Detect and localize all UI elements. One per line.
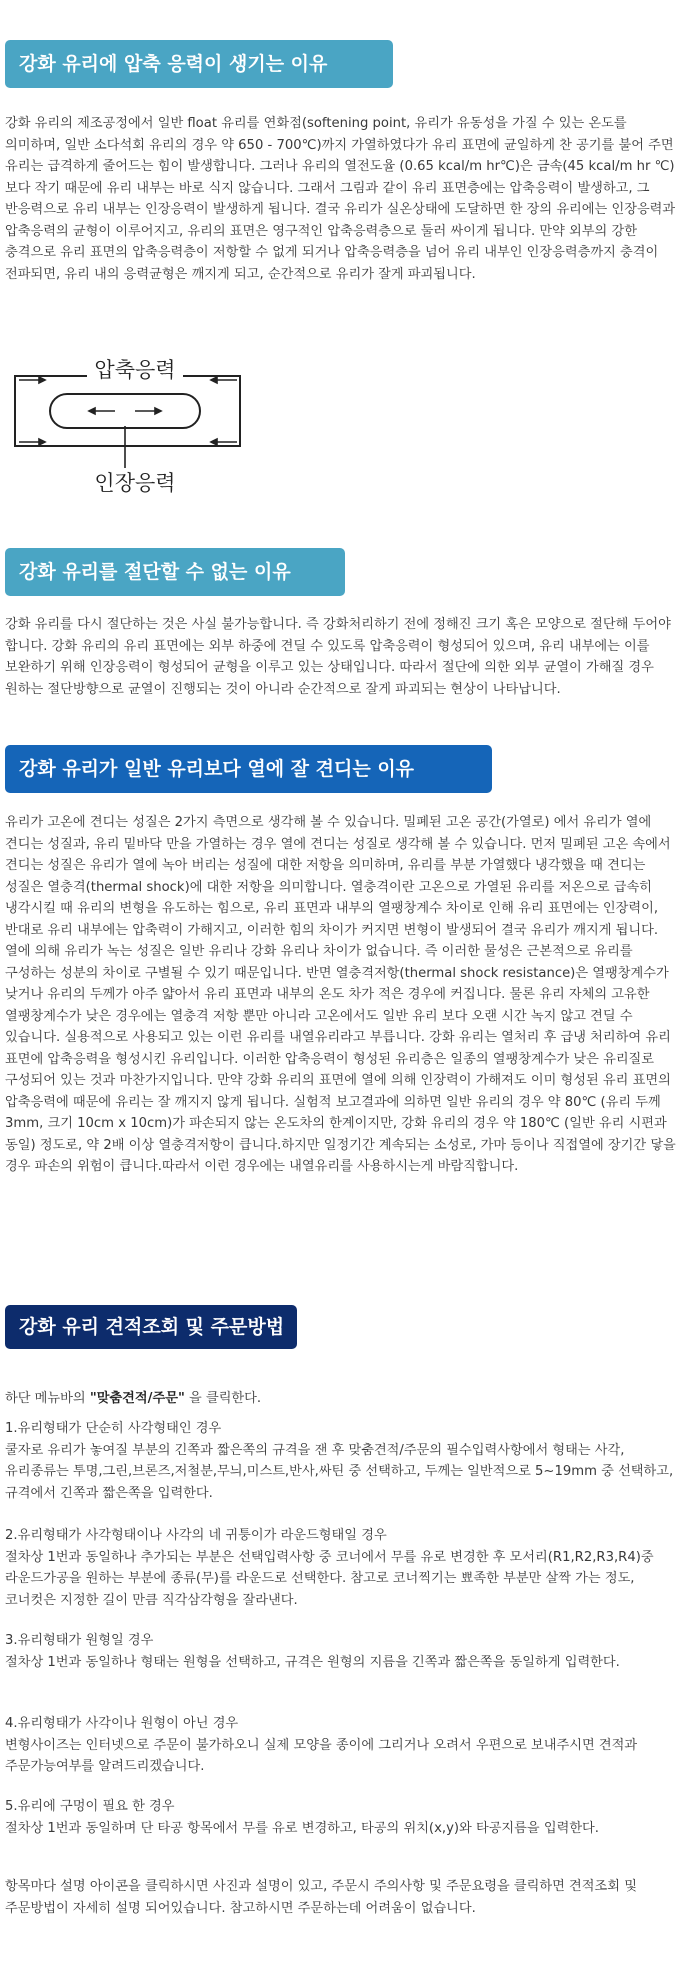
compression-arrows xyxy=(19,377,237,445)
section-body-heat-resistance: 유리가 고온에 견디는 성질은 2가지 측면으로 생각해 볼 수 있습니다. 밀폐된 고온 공간(가열로) 에서 유리가 열에 견디는 성질과, 유리 밑바닥 만을 가열하는 경우 열에 견디는 성질로 생각해 볼 수 있습니다. 먼저 밀폐된 고온 속에서 견디는 성질은 유리가 열에 녹아 버리는 성질에 대한 저항을 의미하며, 유리를 부분 가열했다 냉각했을 때 견디는 성질은 열충격(thermal shock)에 대한 저항을 의미합니다. 열충격이란 고온으로 가열된 유리를 저온으로 급속히 냉각시킬 때 유리의 변형을 유도하는 힘으로, 유리 표면과 내부의 열팽창계수 차이로 인해 유리 표면에는 인장력이, 반대로 유리 내부에는 압축력이 가해지고, 이러한 힘의 차이가 커지면 변형이 발생되어 결국 유리가 깨지게 됩니다. 열에 의해 유리가 녹는 성질은 일반 유리나 강화 유리나 차이가 없습니다. 즉 이러한 물성은 근본적으로 유리를 구성하는 성분의 차이로 구별될 수 있기 때문입니다. 반면 열충격저항(thermal shock resistance)은 열팽창계수가 낮거나 유리의 두께가 아주 얇아서 유리 표면과 내부의 온도 차가 적은 경우에 커집니다. 물론 유리 자체의 고유한 열팽창계수가 낮은 경우에는 열충격 저항 뿐만 아니라 고온에서도 일반 유리 보다 오랜 시간 녹지 않고 견딜 수 있습니다. 실용적으로 사용되고 있는 이런 유리를 내열유리라고 부릅니다. 강화 유리는 열처리 후 급냉 처리하여 유리 표면에 압축응력을 형성시킨 유리입니다. 이러한 압축응력이 형성된 유리층은 일종의 열팽창계수가 낮은 유리질로 구성되어 있는 것과 마찬가지입니다. 만약 강화 유리의 표면에 열에 의해 인장력이 가해져도 이미 형성된 유리 표면의 압축응력에 때문에 유리는 잘 깨지지 않게 됩니다. 실험적 보고결과에 의하면 일반 유리의 경우 약 80℃ (유리 두께 3mm, 크기 10cm x 10cm)가 파손되지 않는 온도차의 한계이지만, 강화 유리의 경우 약 180℃ (일반 유리 시편과 동일) 정도로, 약 2배 이상 열충격저항이 큽니다.하지만 일정기간 계속되는 소성로, 가마 등이나 직접열에 장기간 닿을 경우 파손의 위험이 큽니다.따라서 이런 경우에는 내열유리를 사용하시는게 바람직합니다. xyxy=(5,815,676,1174)
section-heading-order-method: 강화 유리 견적조회 및 주문방법 xyxy=(5,1305,297,1349)
order-intro-suffix: 을 클릭한다. xyxy=(184,1390,262,1406)
order-step-3: 3.유리형태가 원형일 경우 절차상 1번과 동일하나 형태는 원형을 선택하고, 규격은 원형의 지름을 긴쪽과 짧은쪽을 동일하게 입력한다. xyxy=(5,1633,620,1670)
order-outro: 항목마다 설명 아이콘을 클릭하시면 사진과 설명이 있고, 주문시 주의사항 및 주문요령을 클릭하면 견적조회 및 주문방법이 자세히 설명 되어있습니다. 참고하시면 주문하는데 어려움이 없습니다. xyxy=(5,1879,637,1916)
section-heading-heat-resistance: 강화 유리가 일반 유리보다 열에 잘 견디는 이유 xyxy=(5,745,492,793)
order-step-2: 2.유리형태가 사각형태이나 사각의 네 귀퉁이가 라운드형태일 경우 절차상 1번과 동일하나 추가되는 부분은 선택입력사항 중 코너에서 무를 유로 변경한 후 모서리(R1,R2,R3,R4)중 라운드가공을 원하는 부분에 종류(무)를 라운드로 선택한다. 참고로 코너찍기는 뾰족한 부분만 살짝 가는 정도,코너컷은 지정한 길이 만큼 직각삼각형을 잘라낸다. xyxy=(5,1528,654,1608)
custom-quote-menu-label: "맞춤견적/주문" xyxy=(89,1390,185,1406)
order-intro xyxy=(5,1366,681,1409)
order-step-4: 4.유리형태가 사각이나 원형이 아닌 경우 변형사이즈는 인터넷으로 주문이 불가하오니 실제 모양을 종이에 그리거나 오려서 우편으로 보내주시면 견적과 주문가능여부를 알려드리겠습니다. xyxy=(5,1716,638,1774)
stress-diagram xyxy=(5,350,255,498)
glass-cross-section xyxy=(15,376,240,446)
section-body-compressive-stress: 강화 유리의 제조공정에서 일반 float 유리를 연화점(softening point, 유리가 유동성을 가질 수 있는 온도를 의미하며, 일반 소다석회 유리의 경우 약 650 - 700℃)까지 가열하였다가 유리 표면에 균일하게 찬 공기를 불어 주면 유리는 급격하게 줄어드는 힘이 발생합니다. 그러나 유리의 열전도율 (0.65 kcal/m hr℃)은 금속(45 kcal/m hr ℃) 보다 작기 때문에 유리 내부는 바로 식지 않습니다. 그래서 그림과 같이 유리 표면층에는 압축응력이 발생하고, 그 반응력으로 유리 내부는 인장응력이 발생하게 됩니다. 결국 유리가 실온상태에 도달하면 한 장의 유리에는 인장응력과 압축응력의 균형이 이루어지고, 유리의 표면은 영구적인 압축응력층으로 둘러 싸이게 됩니다. 만약 외부의 강한 충격으로 유리 표면의 압축응력층이 저항할 수 없게 되거나 압축응력층을 넘어 유리 내부인 인장응력층까지 충격이 전파되면, 유리 내의 응력균형은 깨지게 되고, 순간적으로 유리가 잘게 파괴됩니다. xyxy=(5,116,676,282)
order-step-5: 5.유리에 구멍이 필요 한 경우 절차상 1번과 동일하며 단 타공 항목에서 무를 유로 변경하고, 타공의 위치(x,y)와 타공지름을 입력한다. xyxy=(5,1799,599,1836)
order-intro-text: 하단 메뉴바의 xyxy=(5,1390,90,1406)
tension-arrows xyxy=(89,408,161,414)
section-heading-cannot-cut: 강화 유리를 절단할 수 없는 이유 xyxy=(5,548,345,596)
section-body-cannot-cut: 강화 유리를 다시 절단하는 것은 사실 불가능합니다. 즉 강화처리하기 전에 정해진 크기 혹은 모양으로 절단해 두어야 합니다. 강화 유리의 유리 표면에는 외부 하중에 견딜 수 있도록 압축응력이 형성되어 있으며, 유리 내부에는 이를 보완하기 위해 인장응력이 형성되어 균형을 이루고 있는 상태입니다. 따라서 절단에 의한 외부 균열이 가해질 경우 원하는 절단방향으로 균열이 진행되는 것이 아니라 순간적으로 잘게 파괴되는 현상이 나타납니다. xyxy=(5,617,671,697)
tensile-stress-label: 인장응력 xyxy=(94,471,176,495)
section-heading-compressive-stress: 강화 유리에 압축 응력이 생기는 이유 xyxy=(5,40,393,88)
order-step-1: 1.유리형태가 단순히 사각형태인 경우 쿨자로 유리가 놓여질 부분의 긴쪽과 짧은쪽의 규격을 잰 후 맞춤견적/주문의 필수입력사항에서 형태는 사각, 유리종류는 투명,그린,브론즈,저철분,무늬,미스트,반사,싸틴 중 선택하고, 두께는 일반적으로 5~19mm 중 선택하고, 규격에서 긴쪽과 짧은쪽을 입력한다. xyxy=(5,1421,674,1501)
compressive-stress-label: 압축응력 xyxy=(94,358,176,382)
tension-zone xyxy=(50,394,200,428)
